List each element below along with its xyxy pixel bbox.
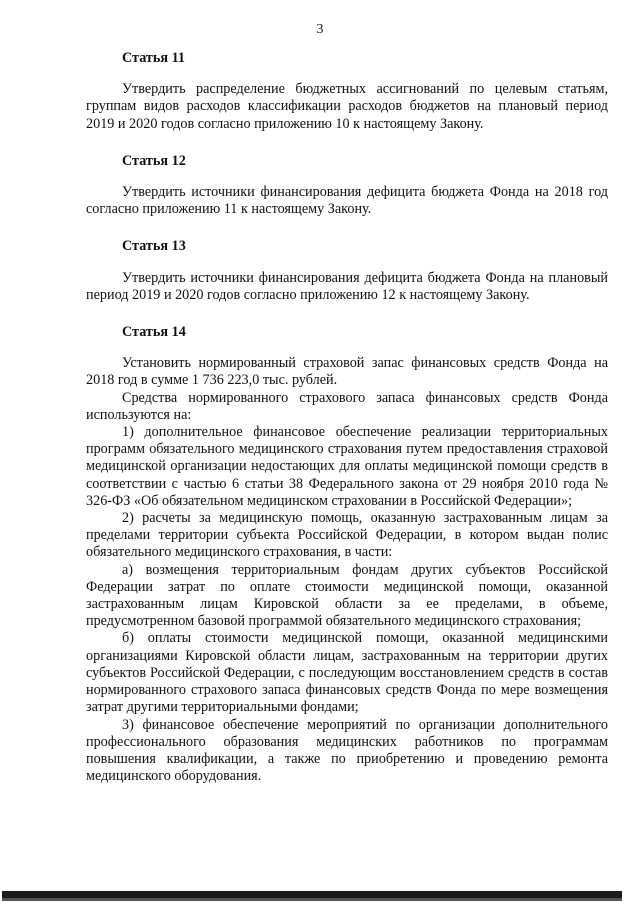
article-paragraph: Установить нормированный страховой запас финансовых средств Фонда на 2018 год в сумме 1 736 223,0 тыс. рублей. (86, 355, 608, 389)
article-paragraph: Утвердить распределение бюджетных ассигнований по целевым статьям, группам видов расходов классификации расходов бюджетов на плановый период 2019 и 2020 годов согласно приложению 10 к настоящему Закону. (86, 81, 608, 132)
sub-list-item: а) возмещения территориальным фондам других субъектов Российской Федерации затрат по оплате стоимости медицинской помощи, оказанной застрахованным лицам Кировской области за ее пределами, в объеме, предусмотренном базовой программой обязательного медицинского страхования; (86, 561, 608, 630)
article-12 (86, 153, 608, 219)
scan-edge-bar (2, 891, 622, 898)
article-title: Статья 13 (122, 238, 186, 255)
list-item: 1) дополнительное финансовое обеспечение реализации территориальных программ обязательного медицинского страхования путем предоставления страховой медицинской организации недостающих для оплаты медицинской помощи средств в соответствии с частью 6 статьи 38 Федерального закона от 29 ноября 2010 года № 326-ФЗ «Об обязательном медицинском страховании в Российской Федерации»; (86, 424, 608, 509)
article-title: Статья 11 (122, 50, 186, 66)
document-body (86, 50, 608, 785)
article-title: Статья 12 (122, 152, 186, 169)
list-item: 2) расчеты за медицинскую помощь, оказанную застрахованным лицам за пределами территории субъекта Российской Федерации, в котором выдан полис обязательного медицинского страхования, в части: (86, 510, 608, 561)
article-paragraph: Утвердить источники финансирования дефицита бюджета Фонда на плановый период 2019 и 2020 годов согласно приложению 12 к настоящему Закону. (86, 269, 608, 303)
article-title: Статья 14 (122, 324, 186, 341)
article-11 (86, 50, 608, 133)
sub-list-item: б) оплаты стоимости медицинской помощи, оказанной медицинскими организациями Кировской области лицам, застрахованным на территории других субъектов Российской Федерации, с последующим восстановлением средств в состав нормированного страхового запаса финансовых средств Фонда по мере возмещения затрат другими территориальными фондами; (86, 630, 608, 716)
article-paragraph: Утвердить источники финансирования дефицита бюджета Фонда на 2018 год согласно приложению 11 к настоящему Закону. (86, 184, 608, 218)
article-paragraph: Средства нормированного страхового запаса финансовых средств Фонда используются на: (86, 389, 608, 423)
page-number: 3 (316, 22, 324, 37)
article-13 (86, 238, 608, 304)
article-14 (86, 324, 608, 785)
list-item: 3) финансовое обеспечение мероприятий по организации дополнительного профессионального образования медицинских работников по программам повышения квалификации, а также по приобретению и проведению ремонта медицинского оборудования. (86, 716, 608, 785)
